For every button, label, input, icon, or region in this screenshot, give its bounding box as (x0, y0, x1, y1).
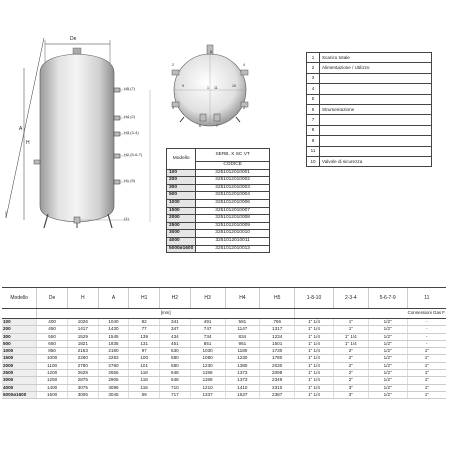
row-cell: 2" (333, 348, 368, 355)
table-row (2, 362, 446, 369)
legend-label: Alimentazione / Utilizzo (320, 63, 432, 73)
row-cell: 1" 1/4 (333, 333, 368, 340)
col-header: 1-8-10 (295, 288, 334, 309)
row-cell: 1/2" (368, 340, 407, 347)
legend-label (320, 125, 432, 135)
row-cell: 1250 (37, 377, 68, 384)
code-value: 3251012010004 (196, 192, 270, 200)
legend-num: 2 (307, 63, 320, 73)
dimensions-table (2, 287, 446, 399)
row-cell: 580 (160, 355, 191, 362)
row-cell: 97 (129, 348, 160, 355)
col-header: 5-6-7-9 (368, 288, 407, 309)
row-cell: 1/2" (368, 362, 407, 369)
code-row (167, 169, 270, 177)
table-row (2, 377, 446, 384)
top-num-2: 2 (172, 63, 174, 67)
legend-num: 10 (307, 156, 320, 166)
row-cell: 2283 (98, 355, 129, 362)
legend-row (307, 115, 432, 125)
row-cell: 3095 (98, 384, 129, 391)
row-cell: - (407, 333, 446, 340)
row-cell: 1835 (98, 340, 129, 347)
row-cell: 3" (333, 391, 368, 398)
row-cell: 1/2" (368, 391, 407, 398)
row-cell: 1/2" (368, 319, 407, 326)
row-cell: 1234 (260, 333, 295, 340)
col-header: De (37, 288, 68, 309)
row-cell: 2163 (67, 348, 98, 355)
code-row (167, 199, 270, 207)
row-cell: 1" 1/4 (295, 384, 334, 391)
row-cell: 1" 1/4 (295, 326, 334, 333)
code-model: 1000 (167, 199, 196, 207)
row-cell: 648 (160, 370, 191, 377)
row-cell: 3005 (67, 391, 98, 398)
row-cell: 1410 (225, 384, 260, 391)
row-cell: 650 (37, 340, 68, 347)
row-cell: 1373 (225, 370, 260, 377)
top-num-10: 10 (232, 84, 236, 88)
row-cell: 1/2" (368, 326, 407, 333)
row-model: 1000 (2, 348, 37, 355)
code-model: 3000 (167, 230, 196, 238)
row-cell: 1430 (98, 326, 129, 333)
table-row (2, 384, 446, 391)
row-cell: 1" 1/4 (295, 391, 334, 398)
row-cell: 1" (333, 319, 368, 326)
row-cell: 1" (333, 326, 368, 333)
table-row (2, 391, 446, 398)
code-row (167, 230, 270, 238)
code-value: 3251012010006 (196, 199, 270, 207)
legend-row (307, 73, 432, 83)
row-cell: 450 (37, 326, 68, 333)
row-cell: 648 (160, 377, 191, 384)
legend-row (307, 94, 432, 104)
row-cell: 1337 (190, 391, 225, 398)
code-value: 3251012010011 (196, 237, 270, 245)
row-cell: 1080 (190, 355, 225, 362)
model-code-table (166, 148, 270, 253)
row-cell: 1417 (67, 326, 98, 333)
row-cell: 2260 (67, 355, 98, 362)
row-cell: 1" (407, 370, 446, 377)
row-cell: 1000 (37, 355, 68, 362)
row-cell: 1198 (190, 370, 225, 377)
code-model: 2500 (167, 222, 196, 230)
legend-label (320, 136, 432, 146)
row-cell: - (407, 340, 446, 347)
row-cell: 1373 (225, 377, 260, 384)
row-cell: - (407, 319, 446, 326)
legend-label: Valvole di sicurezza (320, 156, 432, 166)
row-model: 200 (2, 326, 37, 333)
code-model: 4000 (167, 237, 196, 245)
row-cell: 116 (129, 384, 160, 391)
code-model: 5000ø1600 (167, 245, 196, 253)
row-cell: 1380 (225, 362, 260, 369)
row-cell: 1026 (67, 319, 98, 326)
row-cell: 1" 1/4 (295, 319, 334, 326)
side-label-h1: H1 (9) (124, 178, 136, 183)
dimensions-header-row (2, 288, 446, 309)
legend-label (320, 146, 432, 156)
row-cell: 2875 (67, 377, 98, 384)
code-value: 3251012010001 (196, 169, 270, 177)
col-header: H1 (129, 288, 160, 309)
legend-row (307, 84, 432, 94)
tank-top-view (160, 40, 260, 140)
row-cell: 1180 (225, 348, 260, 355)
table-row (2, 355, 446, 362)
row-cell: 491 (190, 319, 225, 326)
code-row (167, 192, 270, 200)
row-cell: 118 (129, 370, 160, 377)
dim-de-label: De (70, 36, 77, 42)
row-cell: 1537 (225, 391, 260, 398)
legend-label (320, 94, 432, 104)
row-cell: 1" (407, 384, 446, 391)
col-header: H5 (260, 288, 295, 309)
top-num-9: 9 (182, 84, 184, 88)
row-cell: 82 (129, 319, 160, 326)
code-value: 3251012010003 (196, 184, 270, 192)
code-header-series: SERB. X SC VT (196, 149, 270, 162)
row-model: 300 (2, 333, 37, 340)
row-cell: 734 (190, 333, 225, 340)
row-cell: 1501 (260, 340, 295, 347)
row-cell: 1" 1/4 (333, 340, 368, 347)
code-row (167, 215, 270, 223)
row-cell: 2628 (67, 370, 98, 377)
top-num-6: 6 (199, 124, 201, 128)
row-cell: 2905 (98, 377, 129, 384)
legend-row (307, 146, 432, 156)
col-header: 2-3-4 (333, 288, 368, 309)
legend-row (307, 104, 432, 114)
row-cell: 747 (190, 326, 225, 333)
row-cell: 2" (333, 370, 368, 377)
side-label-h2: H2 (5-6-7) (124, 152, 143, 157)
row-cell: 1/2" (368, 348, 407, 355)
row-cell: 1198 (190, 377, 225, 384)
row-cell: 2180 (98, 348, 129, 355)
row-cell: 1545 (98, 333, 129, 340)
units-blank (2, 309, 37, 319)
row-cell: 1/2" (368, 333, 407, 340)
legend-row (307, 125, 432, 135)
legend-row (307, 156, 432, 166)
code-header-model: Modello (167, 149, 196, 170)
code-value: 3251012010010 (196, 230, 270, 238)
code-row (167, 245, 270, 253)
code-row (167, 222, 270, 230)
row-cell: 1/2" (368, 377, 407, 384)
side-label-drain: (1) (124, 216, 129, 221)
code-header-row (167, 149, 270, 162)
row-cell: 1/2" (368, 370, 407, 377)
row-model: 2000 (2, 362, 37, 369)
table-row (2, 340, 446, 347)
code-model: 200 (167, 177, 196, 185)
row-cell: 1317 (260, 326, 295, 333)
legend-num: 11 (307, 146, 320, 156)
row-cell: 1529 (67, 333, 98, 340)
row-cell: 1147 (225, 326, 260, 333)
row-cell: 1" (407, 377, 446, 384)
code-model: 1500 (167, 207, 196, 215)
row-cell: 1821 (67, 340, 98, 347)
table-row (2, 370, 446, 377)
code-value: 3251012010002 (196, 177, 270, 185)
legend-num: 4 (307, 84, 320, 94)
row-cell: 1" (407, 362, 446, 369)
row-cell: 850 (37, 348, 68, 355)
row-cell: 1" 1/4 (295, 348, 334, 355)
top-num-11: 11 (214, 86, 218, 90)
side-label-h4: H4 (2) (124, 114, 136, 119)
units-connections: Connessioni Gas F (295, 309, 446, 319)
top-num-7: 7 (216, 124, 218, 128)
row-cell: 1" 1/4 (295, 377, 334, 384)
table-row (2, 319, 446, 326)
row-cell: 69 (129, 391, 160, 398)
row-cell: 1" 1/4 (295, 333, 334, 340)
row-cell: 2655 (98, 370, 129, 377)
code-row (167, 207, 270, 215)
row-model: 4000 (2, 384, 37, 391)
row-cell: 1400 (37, 384, 68, 391)
row-cell: 347 (160, 326, 191, 333)
code-row (167, 184, 270, 192)
row-cell: 580 (160, 362, 191, 369)
col-header: Modello (2, 288, 37, 309)
legend-label (320, 115, 432, 125)
code-model: 100 (167, 169, 196, 177)
row-cell: 1230 (225, 355, 260, 362)
tank-side-drawing (0, 28, 160, 228)
side-label-h3: H3 (3-4) (124, 130, 139, 135)
row-cell: 2" (333, 355, 368, 362)
legend-label (320, 73, 432, 83)
row-cell: 139 (129, 333, 160, 340)
row-cell: 1" (407, 348, 446, 355)
code-row (167, 177, 270, 185)
row-cell: 851 (190, 340, 225, 347)
row-model: 1500 (2, 355, 37, 362)
units-mm: [mm] (37, 309, 295, 319)
row-cell: 1/2" (368, 384, 407, 391)
row-cell: 1200 (37, 370, 68, 377)
row-cell: 530 (160, 348, 191, 355)
row-cell: 100 (129, 355, 160, 362)
legend-num: 5 (307, 94, 320, 104)
row-cell: 2780 (67, 362, 98, 369)
row-cell: 451 (160, 340, 191, 347)
legend-row (307, 63, 432, 73)
dim-a-label: A (19, 126, 23, 132)
row-cell: 118 (129, 377, 160, 384)
legend-label (320, 84, 432, 94)
row-cell: 434 (160, 333, 191, 340)
row-cell: 2" (333, 377, 368, 384)
row-model: 2500 (2, 370, 37, 377)
top-num-4: 4 (243, 63, 245, 67)
row-cell: 2098 (260, 370, 295, 377)
code-model: 300 (167, 184, 196, 192)
row-model: 500 (2, 340, 37, 347)
col-header: H3 (190, 288, 225, 309)
row-cell: 1040 (98, 319, 129, 326)
row-cell: 2780 (98, 362, 129, 369)
top-num-1: 1 (207, 86, 209, 90)
row-cell: 2310 (260, 384, 295, 391)
row-cell: 717 (160, 391, 191, 398)
row-cell: 341 (160, 319, 191, 326)
dim-h-label: H (26, 140, 30, 146)
table-row (2, 333, 446, 340)
row-cell: 1" (407, 355, 446, 362)
col-header: H4 (225, 288, 260, 309)
legend-label: Strumentazione (320, 104, 432, 114)
code-model: 2000 (167, 215, 196, 223)
legend-row (307, 53, 432, 63)
legend-num: 7 (307, 115, 320, 125)
legend-num: 1 (307, 53, 320, 63)
row-cell: 1" 1/4 (295, 362, 334, 369)
code-header-code: CODICE (196, 162, 270, 170)
row-cell: 550 (37, 333, 68, 340)
units-row (2, 309, 446, 319)
dimensions-body (2, 319, 446, 399)
top-num-5: 5 (243, 106, 245, 110)
col-header: A (98, 288, 129, 309)
row-cell: 1100 (37, 362, 68, 369)
table-row (2, 348, 446, 355)
row-model: 5000ø1600 (2, 391, 37, 398)
row-cell: - (407, 326, 446, 333)
row-cell: 3045 (98, 391, 129, 398)
connections-legend-table (306, 52, 432, 167)
row-cell: 951 (225, 340, 260, 347)
code-value: 3251012010009 (196, 222, 270, 230)
legend-label: Scarico totale (320, 53, 432, 63)
row-cell: 77 (129, 326, 160, 333)
row-cell: 1730 (260, 348, 295, 355)
row-cell: 1600 (37, 391, 68, 398)
row-cell: 1030 (190, 348, 225, 355)
row-cell: 1" 1/4 (295, 355, 334, 362)
code-row (167, 237, 270, 245)
row-cell: 2349 (260, 377, 295, 384)
row-cell: 2387 (260, 391, 295, 398)
legend-num: 3 (307, 73, 320, 83)
legend-num: 9 (307, 136, 320, 146)
top-num-8: 8 (210, 50, 212, 54)
code-value: 3251012010013 (196, 245, 270, 253)
row-cell: 3" (333, 384, 368, 391)
row-cell: 1" 1/4 (295, 340, 334, 347)
legend-row (307, 136, 432, 146)
row-cell: 2030 (260, 362, 295, 369)
row-cell: 1" 1/4 (295, 370, 334, 377)
row-cell: 766 (260, 319, 295, 326)
row-cell: 1210 (190, 384, 225, 391)
row-cell: 3075 (67, 384, 98, 391)
row-cell: 101 (129, 362, 160, 369)
row-cell: 1/2" (368, 355, 407, 362)
table-row (2, 326, 446, 333)
row-model: 100 (2, 319, 37, 326)
code-value: 3251012010007 (196, 207, 270, 215)
row-cell: 131 (129, 340, 160, 347)
side-label-h5: H5 (7) (124, 86, 136, 91)
row-cell: 1230 (190, 362, 225, 369)
row-model: 3000 (2, 377, 37, 384)
row-cell: 1780 (260, 355, 295, 362)
row-cell: 2" (333, 362, 368, 369)
col-header: H2 (160, 288, 191, 309)
legend-num: 8 (307, 125, 320, 135)
row-cell: 834 (225, 333, 260, 340)
code-value: 3251012010008 (196, 215, 270, 223)
row-cell: 581 (225, 319, 260, 326)
row-cell: 1" (407, 391, 446, 398)
col-header: H (67, 288, 98, 309)
col-header: 11 (407, 288, 446, 309)
legend-num: 6 (307, 104, 320, 114)
row-cell: 710 (160, 384, 191, 391)
top-num-3: 3 (172, 106, 174, 110)
row-cell: 400 (37, 319, 68, 326)
code-model: 500 (167, 192, 196, 200)
